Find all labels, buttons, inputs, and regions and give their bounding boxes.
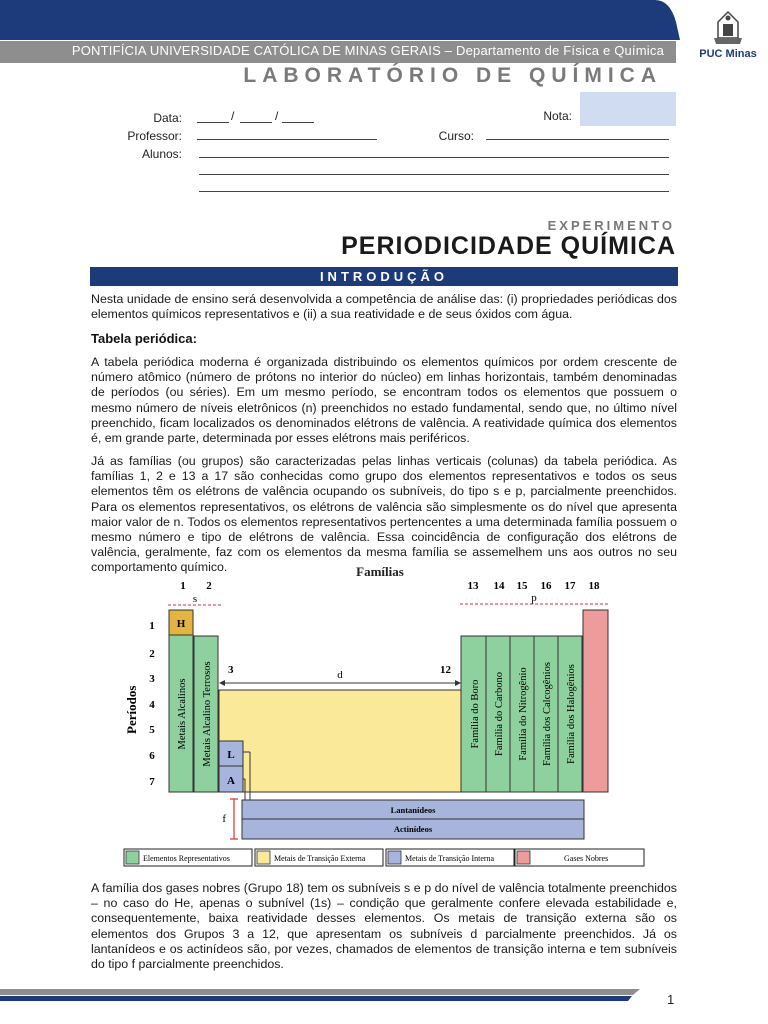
column-label: Família do Boro <box>470 679 481 749</box>
legend <box>124 849 644 866</box>
paragraph-noble-gases: A família dos gases nobres (Grupo 18) tem os subníveis s e p do nível de valência totalmente preenchidos – no caso do He, apenas o subnível (1s) – condição que geralmente confere elevada estabilidade e, consequentemente, baixa reatividade desses elementos. Os metais de transição externa são os elementos dos Grupos 3 a 12, que apresentam os subníveis d parcialmente preenchidos. Já os lantanídeos e os actinídeos são, por vezes, chamados de elementos de transição interna e tem subníveis do tipo f parcialmente preenchidos. <box>91 881 677 972</box>
period-number: 2 <box>149 648 155 660</box>
legend-transition-internal: Metais de Transição Interna <box>405 854 495 863</box>
subsection-heading: Tabela periódica: <box>91 331 197 346</box>
column-label: Família dos Halogênios <box>566 664 577 764</box>
date-label: Data: <box>153 111 182 125</box>
professor-label: Professor: <box>127 129 182 143</box>
period-number: 3 <box>149 673 155 685</box>
group-number: 15 <box>516 580 528 592</box>
period-number: 5 <box>149 724 155 736</box>
university-name: PONTIFÍCIA UNIVERSIDADE CATÓLICA DE MINAS GERAIS – Departamento de Física e Química <box>71 43 664 58</box>
date-year-field[interactable] <box>282 122 314 123</box>
section-title: INTRODUÇÃO <box>90 267 678 286</box>
date-day-field[interactable] <box>197 122 229 123</box>
group-number: 18 <box>588 580 600 592</box>
page-number: 1 <box>667 992 675 1007</box>
date-separator: / <box>275 109 279 123</box>
nota-field[interactable] <box>580 92 676 126</box>
alunos-field-2[interactable] <box>199 174 669 175</box>
alunos-field-3[interactable] <box>199 191 669 192</box>
date-separator: / <box>231 109 235 123</box>
date-month-field[interactable] <box>240 122 272 123</box>
column-label: Família do Carbono <box>494 672 505 756</box>
column-label: Família dos Calcogênios <box>542 662 553 766</box>
figure-title: Famílias <box>356 564 404 579</box>
group-number: 1 <box>180 580 186 592</box>
group-number: 14 <box>493 580 505 592</box>
legend-transition-external: Metais de Transição Externa <box>274 854 366 863</box>
column-label: Família do Nitrogênio <box>518 667 529 761</box>
column-label: Metais Alcalino Terrosos <box>202 661 213 767</box>
lanthanides-label: Lantanídeos <box>390 805 436 815</box>
hydrogen-cell: H <box>176 618 186 630</box>
curso-label: Curso: <box>438 129 474 143</box>
column-label: Metais Alcalinos <box>177 678 188 750</box>
periods-axis-label: Períodos <box>124 685 139 734</box>
logo-text: PUC Minas <box>699 48 757 60</box>
d-block-start: 3 <box>228 664 234 676</box>
paragraph-families: Já as famílias (ou grupos) são caracterizadas pelas linhas verticais (colunas) da tabela periódica. As famílias 1, 2 e 13 a 17 são conhecidas como grupo dos elementos representativos e todos os seus elementos têm os elétrons de valência ocupando os subníveis, do tipo s e p, parcialmente preenchidos. Para os elementos representativos, os elétrons de valência são simplesmente os do nível que apresenta maior valor de n. Todos os elementos representativos pertencentes a uma determinada família possuem o mesmo número e tipo de elétrons de valência. Essa coincidência de configuração dos elétrons de valência, geralmente, faz com os elementos da mesma família se assemelhem uns aos outros no seu comportamento químico. <box>91 454 677 575</box>
periodic-table-figure <box>100 562 660 872</box>
d-label: d <box>337 669 343 681</box>
group-number: 2 <box>206 580 212 592</box>
s-label: s <box>192 593 198 605</box>
professor-field[interactable] <box>197 139 377 140</box>
footer-band <box>0 986 650 1002</box>
period-number: 4 <box>149 699 155 711</box>
period-number: 1 <box>149 620 155 632</box>
legend-representative: Elementos Representativos <box>143 854 230 863</box>
actinides-label: Actinídeos <box>393 824 433 834</box>
period-number: 6 <box>149 750 155 762</box>
f-label: f <box>222 813 226 825</box>
experiment-label: EXPERIMENTO <box>547 218 675 233</box>
intro-paragraph: Nesta unidade de ensino será desenvolvida a competência de análise das: (i) propriedades periódicas dos elementos químicos representativos e (ii) a sua reatividade e de seus óxidos com água. <box>91 292 677 322</box>
actinide-cell: A <box>227 775 235 787</box>
lab-title: LABORATÓRIO DE QUÍMICA <box>243 64 662 87</box>
group-number: 17 <box>564 580 576 592</box>
header-band <box>0 0 700 40</box>
paragraph-periods: A tabela periódica moderna é organizada distribuindo os elementos químicos por ordem crescente de número atômico (número de prótons no interior do núcleo) em linhas horizontais, também denominadas de períodos (ou séries). Em um mesmo período, se encontram todos os elementos que possuem o mesmo número de níveis eletrônicos (n) preenchidos no estado fundamental, sendo que, no último nível preenchido, ficam localizados os denominados elétrons de valência. A reatividade química dos elementos é, em grande parte, determinada por esses elétrons mais periféricos. <box>91 355 677 446</box>
lanthanide-cell: L <box>227 749 235 761</box>
experiment-title: PERIODICIDADE QUÍMICA <box>341 232 676 260</box>
group-number: 13 <box>467 580 479 592</box>
alunos-field-1[interactable] <box>199 157 669 158</box>
curso-field[interactable] <box>486 139 669 140</box>
nota-label: Nota: <box>543 109 572 123</box>
legend-noble-gases: Gases Nobres <box>564 854 609 863</box>
group-number: 16 <box>540 580 552 592</box>
alunos-label: Alunos: <box>141 147 182 161</box>
period-number: 7 <box>149 776 155 788</box>
d-block-end: 12 <box>440 664 451 676</box>
p-label: p <box>531 592 537 604</box>
